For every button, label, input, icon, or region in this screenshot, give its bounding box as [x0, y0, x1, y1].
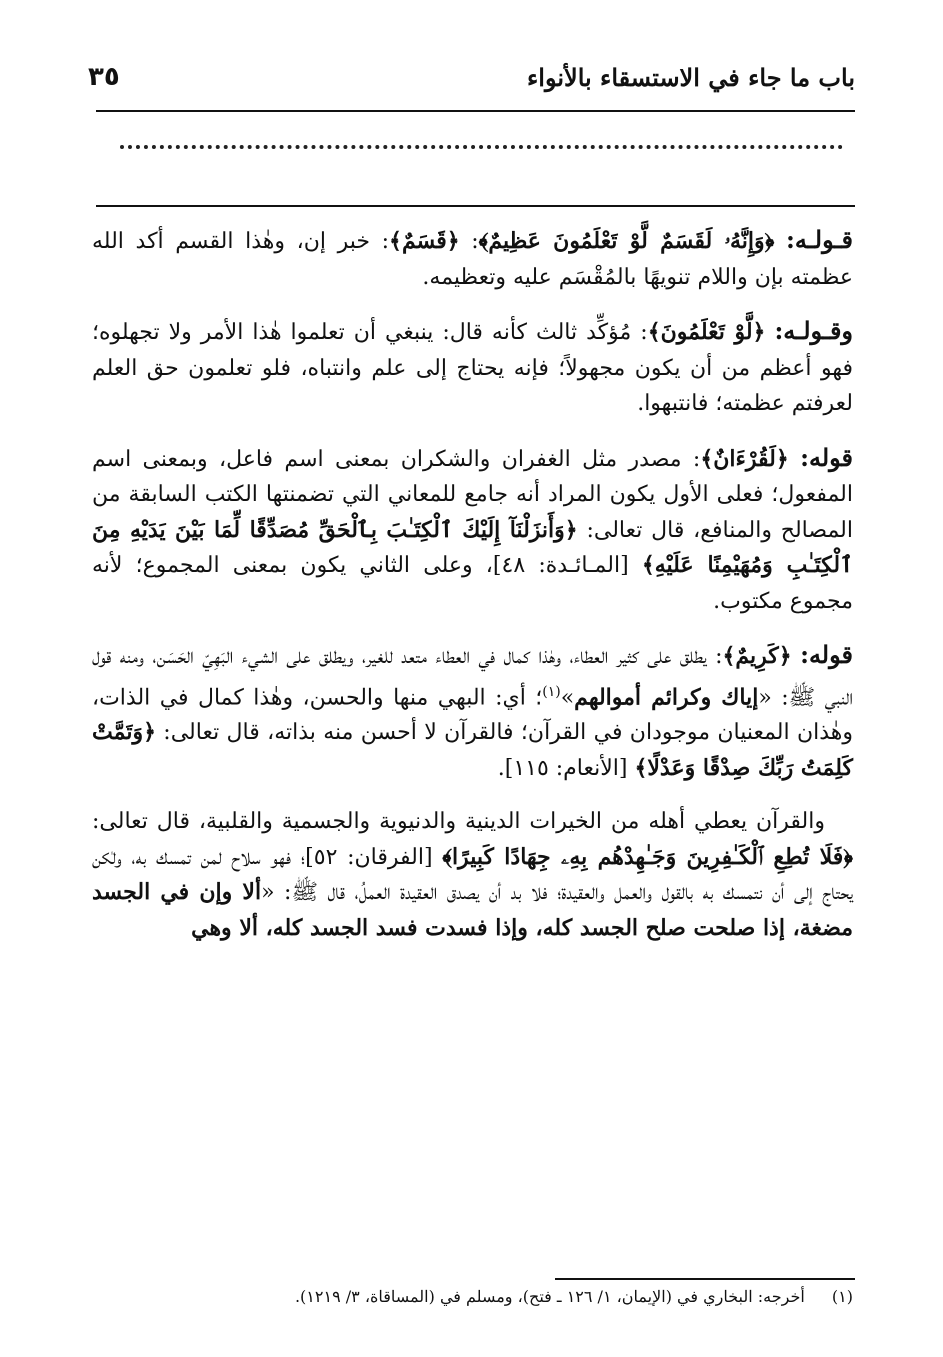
paragraph [92, 637, 853, 786]
paragraph [92, 440, 853, 620]
text-run: والقرآن يعطي أهله من الخيرات الدينية والدنيوية والجسمية والقلبية، قال تعالى: [92, 809, 825, 835]
paragraph-lead: قـولـه: [786, 225, 853, 254]
footnote-text: أخرجه: البخاري في (الإيمان، ١/ ١٢٦ ـ فتح)، ومسلم في (المساقاة، ٣/ ١٢١٩). [294, 1287, 805, 1306]
running-head [88, 52, 855, 102]
text-run: [المـائـدة: ٤٨]، وعلى الثاني يكون بمعنى المجموع؛ لأنه مجموع مكتوب. [92, 553, 853, 614]
quran-verse: ﴿وَأَنزَلْنَآ إِلَيْكَ ٱلْكِتَـٰبَ بِٱلْحَقِّ مُصَدِّقًا لِّمَا بَيْنَ يَدَيْهِ مِنَ ٱلْكِتَـٰبِ وَمُهَيْمِنًا عَلَيْهِ﴾ [92, 516, 853, 578]
footnote-rule [555, 1278, 855, 1280]
text-run [789, 447, 800, 472]
paragraph [92, 222, 853, 295]
text-run [792, 644, 800, 669]
page-number: ٣٥ [88, 62, 120, 92]
dotted-separator [120, 145, 843, 169]
hadith-text: إياك وكرائم أموالهم [574, 683, 759, 710]
text-run: : [459, 229, 479, 254]
quran-verse: ﴿لَّوْ تَعْلَمُونَ﴾ [647, 319, 766, 345]
text-run: : مُؤكِّد ثالث كأنه قال: ينبغي أن تعلموا هٰذا الأمر ولا تجهلوه؛ فهو أعظم من أن يكون مجهولاً؛ فإنه يحتاج إلى علم وانتباه، فلو تعلمون حق العلم لعرفتم عظمته؛ فانتبهوا. [92, 320, 853, 416]
paragraph-lead: قوله: [800, 442, 854, 472]
paragraph [92, 313, 853, 422]
paragraph [92, 804, 853, 946]
text-run: ؛ أي: البهي منها والحسن، وهٰذا كمال في الذات، وهٰذان المعنيان موجودان في القرآن؛ فالقرآن لا أحسن منه بذاته، قال تعالى: [92, 684, 853, 746]
footnote-mark: (١) [831, 1287, 853, 1306]
quran-verse: ﴿فَلَا تُطِعِ ٱلْكَـٰفِرِينَ وَجَـٰهِدْهُم بِهِۦ جِهَادًا كَبِيرًا﴾ [442, 843, 853, 870]
footnote [92, 1284, 853, 1310]
quran-verse: ﴿كَرِيمٌ﴾ [722, 643, 792, 669]
quran-verse: ﴿وَتَمَّتْ كَلِمَتُ رَبِّكَ صِدْقًا وَعَدْلًا﴾ [92, 719, 853, 781]
content-rule [96, 205, 855, 207]
header-rule [96, 110, 855, 112]
main-text [92, 222, 853, 964]
quran-verse: ﴿لَقُرْءَانٌ﴾ [700, 445, 789, 472]
text-run: [الفرقان: ٥٢]؛ فهو سلاح لمن تمسك به، ولٰكن يحتاج إلى أن نتمسك به بالقول والعمل والعقيدة؛ فلا بد أن يصدق العقيدة العملُ، قال ﷺ: « [92, 844, 853, 906]
text-run: : يطلق على كثير العطاء، وهٰذا كمال في العطاء متعد للغير، ويطلق على الشيء البَهِيّ الحَسَن، ومنه قول النبي ﷺ: « [92, 644, 853, 710]
footnote-ref: (١) [542, 683, 561, 700]
hadith-text: ألا وإن في الجسد مضغة، إذا صلحت صلح الجسد كله، وإذا فسدت فسد الجسد كله، ألا وهي [92, 879, 853, 941]
quran-verse: ﴿وَإِنَّهُۥ لَقَسَمٌ لَّوْ تَعْلَمُونَ عَظِيمٌ﴾ [478, 228, 775, 254]
text-run: : خبر إن، وهٰذا القسم أكد الله عظمته بإن واللام تنويهًا بالمُقْسَم عليه وتعظيمه. [92, 229, 853, 290]
text-run: [الأنعام: ١١٥]. [497, 755, 635, 781]
text-run: : مصدر مثل الغفران والشكران بمعنى اسم فاعل، وبمعنى اسم المفعول؛ فعلى الأول يكون المراد أنه جامع للمعاني التي تضمنتها الكتب السابقة من المصالح والمنافع، قال تعالى: [92, 446, 853, 543]
paragraph-lead: وقـولـه: [774, 316, 853, 345]
chapter-title: باب ما جاء في الاستسقاء بالأنواء [526, 62, 855, 92]
quran-verse: ﴿قَسَمٌ﴾ [389, 228, 460, 254]
text-run: » [560, 684, 575, 710]
paragraph-lead: قوله: [800, 640, 853, 669]
text-run [774, 229, 786, 254]
